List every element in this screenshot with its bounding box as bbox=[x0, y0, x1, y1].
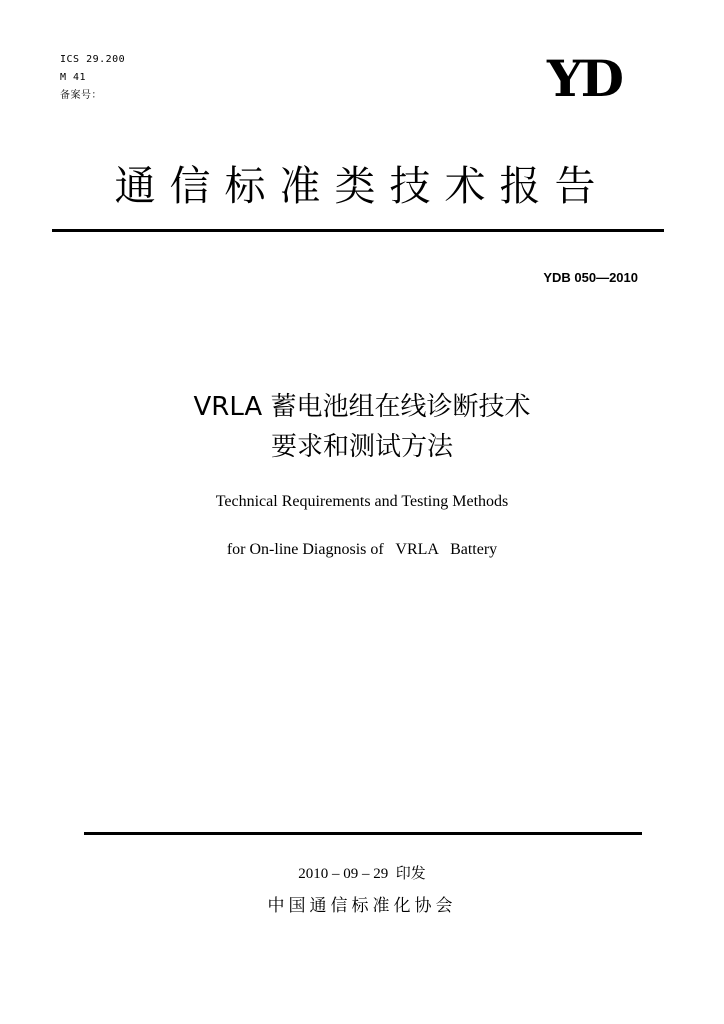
report-type-heading: 通信标准类技术报告 bbox=[114, 162, 610, 210]
english-title-line-2: for On-line Diagnosis of VRLA Battery bbox=[226, 541, 498, 558]
top-divider bbox=[52, 229, 664, 232]
yd-logo: YD bbox=[546, 49, 622, 108]
publisher-name: 中国通信标准化协会 bbox=[267, 896, 457, 916]
classification-code: M 41 bbox=[60, 72, 87, 83]
english-title-line-1: Technical Requirements and Testing Methods bbox=[215, 493, 509, 510]
standard-number: YDB 050—2010 bbox=[543, 270, 638, 285]
chinese-title-line-2: 要求和测试方法 bbox=[270, 432, 453, 462]
bottom-divider bbox=[84, 832, 642, 835]
issue-date: 2010 – 09 – 29 印发 bbox=[298, 866, 426, 882]
filing-number-label: 备案号： bbox=[60, 90, 102, 101]
chinese-title-line-1: VRLA 蓄电池组在线诊断技术 bbox=[193, 392, 531, 422]
ics-code: ICS 29.200 bbox=[60, 54, 126, 65]
